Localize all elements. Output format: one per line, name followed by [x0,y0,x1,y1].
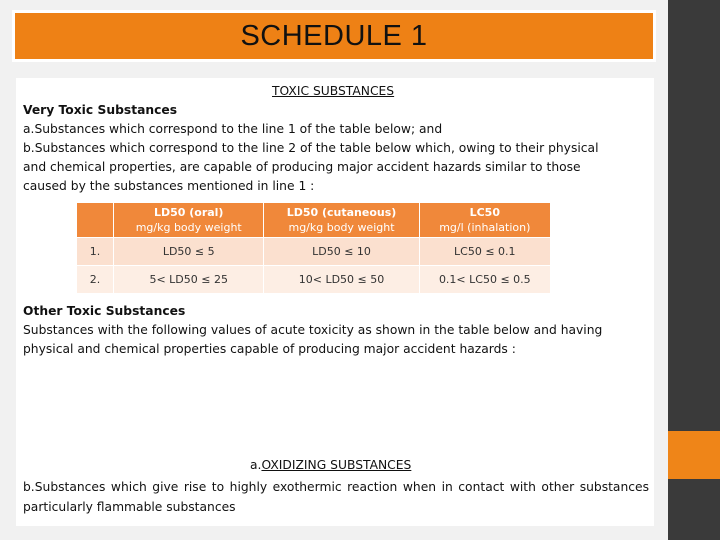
cell-oral: LD50 ≤ 5 [114,238,264,266]
cell-oral: 5< LD50 ≤ 25 [114,266,264,294]
oxidizing-heading: OXIDIZING SUBSTANCES [261,458,412,472]
cell-inhalation: 0.1< LC50 ≤ 0.5 [419,266,550,294]
very-toxic-line-b1: b.Substances which correspond to the line 2 of the table below which, owing to their physical [23,141,599,155]
table-header-oral [114,203,264,238]
cell-cutaneous: LD50 ≤ 10 [264,238,419,266]
table-header-cutaneous [264,203,419,238]
header-main: LC50 [469,206,500,219]
very-toxic-heading: Very Toxic Substances [23,103,178,117]
row-number: 1. [77,238,114,266]
cell-inhalation: LC50 ≤ 0.1 [419,238,550,266]
header-main: LD50 (cutaneous) [286,206,397,219]
cell-cutaneous: 10< LD50 ≤ 50 [264,266,419,294]
other-toxic-line2: physical and chemical properties capable of producing major accident hazards : [23,342,516,356]
table-row [77,266,551,294]
header-sub: mg/l (inhalation) [439,221,531,234]
oxidizing-prefix: a. [250,458,262,472]
very-toxic-line-b3: caused by the substances mentioned in line 1 : [23,179,315,193]
header-sub: mg/kg body weight [135,221,242,234]
very-toxic-line-a: a.Substances which correspond to the line 1 of the table below; and [23,122,443,136]
table-header-row [77,203,551,238]
oxidizing-line-b: b.Substances which give rise to highly exothermic reaction when in contact with other substances particularly flammable substances [23,480,649,514]
header-sub: mg/kg body weight [288,221,395,234]
sidebar-dark-top [668,0,720,431]
other-toxic-line1: Substances with the following values of acute toxicity as shown in the table below and having [23,323,603,337]
table-header-inhalation [419,203,550,238]
table-row [77,238,551,266]
sidebar-orange-accent [668,431,720,479]
title-banner [12,10,656,62]
header-main: LD50 (oral) [153,206,224,219]
slide-title: SCHEDULE 1 [240,19,428,52]
other-toxic-heading: Other Toxic Substances [23,304,186,318]
section-heading: TOXIC SUBSTANCES [272,84,395,98]
oxidizing-heading-line [250,456,411,476]
table-header-blank [77,203,114,238]
very-toxic-line-b2: and chemical properties, are capable of producing major accident hazards similar to those [23,160,581,174]
sidebar-dark-bottom [668,479,720,540]
toxicity-table [77,203,551,293]
row-number: 2. [77,266,114,294]
